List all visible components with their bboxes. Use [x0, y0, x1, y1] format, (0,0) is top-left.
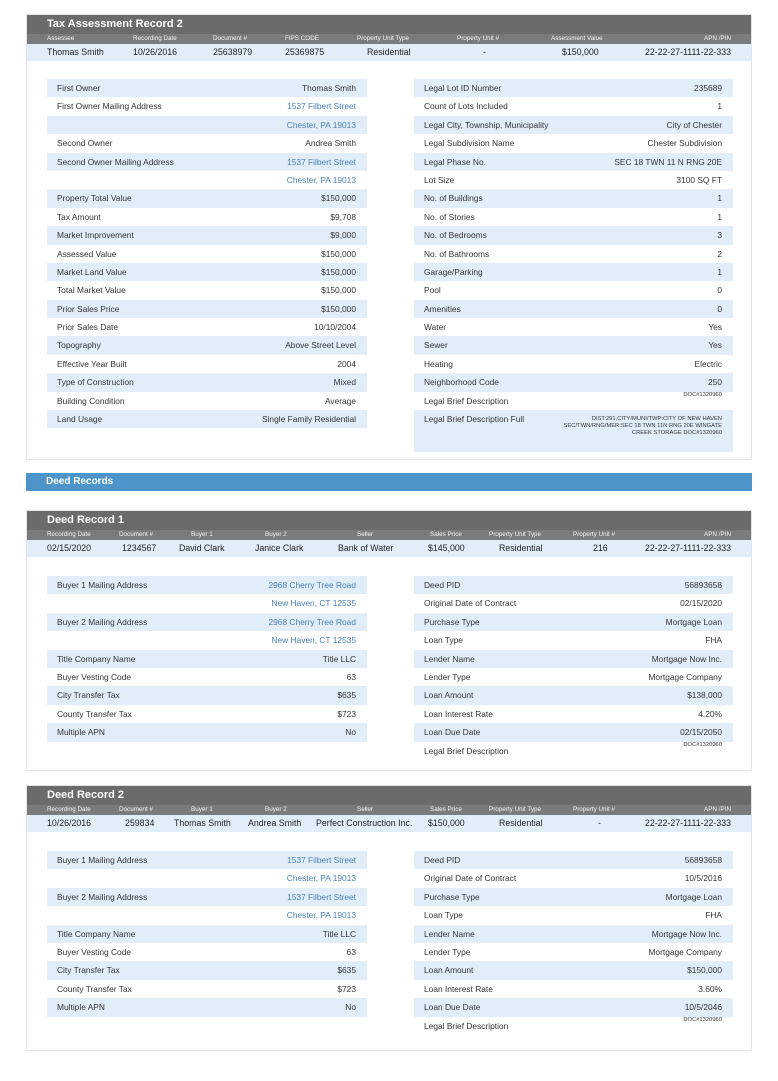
deed-record-1-card — [26, 510, 752, 771]
field-value: $635 — [337, 965, 356, 976]
field-value: 2004 — [337, 358, 356, 369]
field-row-no-of-buildings — [414, 189, 733, 207]
deed1-right-column — [414, 576, 733, 760]
field-value: Mortgage Now Inc. — [651, 928, 722, 939]
field-value: 1 — [717, 193, 722, 204]
field-label: Legal Lot ID Number — [424, 83, 502, 93]
value-unit-type: Residential — [499, 818, 543, 828]
field-row-loan-interest-rate — [414, 980, 733, 998]
field-value: 0 — [717, 285, 722, 296]
field-row-continued — [47, 116, 367, 134]
field-value: 1 — [717, 211, 722, 222]
field-value: Average — [324, 395, 356, 406]
field-label: Amenities — [424, 303, 461, 314]
field-label: Lender Type — [424, 671, 471, 682]
header-unit-type: Property Unit Type — [489, 806, 542, 813]
field-row-type-of-construction — [47, 373, 367, 391]
field-row-buyer-1-mailing-address — [47, 576, 367, 594]
field-value: $723 — [337, 983, 356, 994]
field-row-legal-brief-description — [414, 1017, 733, 1035]
field-label: Building Condition — [57, 395, 125, 406]
field-row-garage-parking — [414, 263, 733, 281]
field-label: Multiple APN — [57, 727, 105, 738]
field-row-property-total-value — [47, 189, 367, 207]
field-row-purchase-type — [414, 613, 733, 631]
field-label: Legal Brief Description — [424, 1020, 509, 1031]
field-label: Deed PID — [424, 855, 461, 865]
field-row-first-owner-mailing-address — [47, 97, 367, 115]
field-row-title-company-name — [47, 650, 367, 668]
field-row-no-of-bathrooms — [414, 245, 733, 263]
value-unit-type: Residential — [367, 47, 411, 57]
value-buyer2: Janice Clark — [255, 543, 304, 553]
field-label: Garage/Parking — [424, 266, 483, 277]
field-label: Pool — [424, 285, 441, 296]
field-row-water — [414, 318, 733, 336]
header-seller: Seller — [357, 531, 374, 538]
field-label: Legal City, Township, Municipality — [424, 119, 549, 130]
field-label: County Transfer Tax — [57, 708, 132, 719]
field-label: Topography — [57, 340, 101, 351]
field-label: County Transfer Tax — [57, 983, 132, 994]
tax-right-column — [414, 79, 733, 452]
field-row-heating — [414, 355, 733, 373]
field-row-legal-brief-description-full — [414, 410, 733, 452]
field-label: Title Company Name — [57, 928, 136, 939]
header-assessment-value: Assessment Value — [551, 35, 603, 42]
field-label: Market Improvement — [57, 230, 134, 241]
field-label: Property Total Value — [57, 193, 132, 204]
field-label: Title Company Name — [57, 653, 136, 664]
field-value: $150,000 — [321, 193, 356, 204]
field-row-second-owner — [47, 134, 367, 152]
field-label: City Transfer Tax — [57, 690, 120, 701]
field-label: No. of Buildings — [424, 193, 483, 204]
field-value: No — [345, 727, 356, 738]
field-value: DOC#1320960 — [683, 391, 722, 398]
field-value: Mortgage Company — [648, 946, 722, 957]
tax-value-row — [27, 44, 751, 61]
field-row-total-market-value — [47, 281, 367, 299]
field-label: First Owner Mailing Address — [57, 101, 162, 112]
field-value: FHA — [705, 910, 722, 921]
field-label: Sewer — [424, 340, 448, 351]
field-row-continued — [47, 869, 367, 887]
address-link[interactable]: New Haven, CT 12535 — [271, 598, 356, 609]
field-row-amenities — [414, 300, 733, 318]
field-value: Single Family Residential — [261, 414, 356, 425]
field-row-loan-due-date — [414, 998, 733, 1016]
header-document: Document # — [213, 35, 247, 42]
value-sales-price: $150,000 — [428, 818, 465, 828]
field-row-continued — [47, 906, 367, 924]
field-row-title-company-name — [47, 925, 367, 943]
field-label: Legal Brief Description — [424, 395, 509, 406]
field-label: Buyer Vesting Code — [57, 946, 132, 957]
field-value: $150,000 — [687, 965, 722, 976]
address-link[interactable]: 1537 Filbert Street — [287, 101, 356, 112]
value-seller: Perfect Construction Inc. — [316, 818, 413, 828]
field-label: Market Land Value — [57, 266, 127, 277]
field-label: Purchase Type — [424, 616, 480, 627]
field-row-loan-interest-rate — [414, 705, 733, 723]
field-row-legal-city-township-municipality — [414, 116, 733, 134]
field-value: 63 — [346, 946, 356, 957]
field-value: $150,000 — [321, 248, 356, 259]
address-link[interactable]: Chester, PA 19013 — [286, 910, 356, 921]
header-recording-date: Recording Date — [47, 806, 91, 813]
field-row-loan-amount — [414, 686, 733, 704]
field-row-lot-size — [414, 171, 733, 189]
field-value: City of Chester — [666, 119, 722, 130]
field-row-topography — [47, 336, 367, 354]
field-value: $635 — [337, 690, 356, 701]
field-value: 1 — [717, 101, 722, 112]
field-label: Multiple APN — [57, 1002, 105, 1013]
field-label: Land Usage — [57, 414, 103, 425]
address-link[interactable]: 1537 Filbert Street — [287, 891, 356, 902]
field-value: DOC#1320960 — [683, 1016, 722, 1023]
header-assessee: Assessee — [47, 35, 75, 42]
value-apn: 22-22-27-1111-22-333 — [644, 818, 731, 828]
value-recording-date: 10/26/2016 — [133, 47, 178, 57]
field-row-multiple-apn — [47, 998, 367, 1016]
field-value: $150,000 — [321, 285, 356, 296]
address-link[interactable]: 1537 Filbert Street — [287, 855, 356, 865]
field-row-original-date-of-contract — [414, 594, 733, 612]
field-value: Thomas Smith — [302, 83, 356, 93]
field-label: Loan Amount — [424, 965, 474, 976]
value-sales-price: $145,000 — [428, 543, 465, 553]
field-label: Heating — [424, 358, 453, 369]
field-value: Mortgage Company — [648, 671, 722, 682]
header-buyer1: Buyer 1 — [191, 531, 213, 538]
value-recording-date: 02/15/2020 — [47, 543, 92, 553]
header-sales-price: Sales Price — [430, 531, 462, 538]
field-value: 1 — [717, 266, 722, 277]
field-row-sewer — [414, 336, 733, 354]
header-unit-no: Property Unit # — [573, 806, 615, 813]
header-apn: APN /PIN — [704, 531, 731, 538]
field-label: Loan Due Date — [424, 727, 481, 738]
header-recording-date: Recording Date — [133, 35, 177, 42]
field-label: Second Owner Mailing Address — [57, 156, 174, 167]
field-row-deed-pid — [414, 851, 733, 869]
field-label: Original Date of Contract — [424, 598, 517, 609]
field-label: Loan Interest Rate — [424, 708, 493, 719]
address-link[interactable]: 2968 Cherry Tree Road — [268, 616, 356, 627]
field-label: Water — [424, 322, 447, 333]
field-value: No — [345, 1002, 356, 1013]
field-row-buyer-vesting-code — [47, 668, 367, 686]
field-row-continued — [47, 631, 367, 649]
field-row-loan-amount — [414, 961, 733, 979]
field-row-no-of-bedrooms — [414, 226, 733, 244]
field-label: Purchase Type — [424, 891, 480, 902]
field-value: Yes — [708, 340, 722, 351]
field-label: Buyer 1 Mailing Address — [57, 855, 148, 865]
field-label: Legal Phase No. — [424, 156, 486, 167]
deed1-left-column — [47, 576, 367, 742]
deed-record-2-title: Deed Record 2 — [27, 786, 751, 805]
field-value: Mortgage Now Inc. — [651, 653, 722, 664]
field-label: Loan Due Date — [424, 1002, 481, 1013]
header-apn: APN /PIN — [704, 806, 731, 813]
header-document: Document # — [119, 531, 153, 538]
header-recording-date: Recording Date — [47, 531, 91, 538]
field-label: Prior Sales Date — [57, 322, 118, 333]
field-row-market-improvement — [47, 226, 367, 244]
tax-assessment-title: Tax Assessment Record 2 — [27, 15, 751, 34]
field-row-lender-name — [414, 650, 733, 668]
field-label: First Owner — [57, 83, 101, 93]
field-row-first-owner — [47, 79, 367, 97]
field-label: Lot Size — [424, 174, 455, 185]
field-label: Buyer 2 Mailing Address — [57, 616, 148, 627]
header-unit-no: Property Unit # — [573, 531, 615, 538]
field-row-original-date-of-contract — [414, 869, 733, 887]
field-value: 02/15/2020 — [680, 598, 722, 609]
field-row-city-transfer-tax — [47, 961, 367, 979]
header-fips: FIPS CODE — [285, 35, 319, 42]
field-value: 56893658 — [684, 580, 722, 590]
field-row-assessed-value — [47, 245, 367, 263]
field-row-legal-subdivision-name — [414, 134, 733, 152]
field-row-buyer-vesting-code — [47, 943, 367, 961]
value-seller: Bank of Water — [338, 543, 394, 553]
field-value: Mixed — [333, 377, 356, 388]
header-seller: Seller — [357, 806, 374, 813]
field-row-legal-lot-id-number — [414, 79, 733, 97]
field-value: Mortgage Loan — [665, 891, 722, 902]
deed1-header-row — [27, 530, 751, 540]
field-label: No. of Stories — [424, 211, 475, 222]
deed2-value-row — [27, 815, 751, 832]
field-row-buyer-1-mailing-address — [47, 851, 367, 869]
field-row-buyer-2-mailing-address — [47, 888, 367, 906]
value-unit-no: 216 — [593, 543, 608, 553]
field-value: 235689 — [694, 83, 722, 93]
field-row-county-transfer-tax — [47, 980, 367, 998]
field-label: Neighborhood Code — [424, 377, 499, 388]
field-label: Original Date of Contract — [424, 873, 517, 884]
field-label: Loan Type — [424, 910, 463, 921]
field-value: Mortgage Loan — [665, 616, 722, 627]
deed2-header-row — [27, 805, 751, 815]
value-document: 25638979 — [213, 47, 253, 57]
field-value: DOC#1320960 — [683, 741, 722, 748]
field-value: 2 — [717, 248, 722, 259]
field-value: $9,708 — [330, 211, 356, 222]
value-buyer1: Thomas Smith — [174, 818, 231, 828]
field-row-loan-type — [414, 631, 733, 649]
field-row-legal-brief-description — [414, 742, 733, 760]
field-row-neighborhood-code — [414, 373, 733, 391]
value-assessee: Thomas Smith — [47, 47, 104, 57]
header-buyer2: Buyer 2 — [265, 806, 287, 813]
field-label: No. of Bedrooms — [424, 230, 487, 241]
field-label: City Transfer Tax — [57, 965, 120, 976]
field-row-no-of-stories — [414, 208, 733, 226]
field-label: Loan Type — [424, 635, 463, 646]
field-label: Legal Brief Description — [424, 745, 509, 756]
field-label: Loan Interest Rate — [424, 983, 493, 994]
field-label: Tax Amount — [57, 211, 101, 222]
deed-record-1-title: Deed Record 1 — [27, 511, 751, 530]
field-row-county-transfer-tax — [47, 705, 367, 723]
field-row-prior-sales-date — [47, 318, 367, 336]
header-buyer2: Buyer 2 — [265, 531, 287, 538]
field-value: $723 — [337, 708, 356, 719]
value-buyer2: Andrea Smith — [248, 818, 302, 828]
field-row-legal-phase-no — [414, 153, 733, 171]
field-value: DIST:291,CITY/MUNI/TWP:CITY OF NEW HAVEN SEC/TWN/RNG/MER:SEC 18 TWN 11N RNG 20E WINGATE CREEK STORAGE DOC#1320960 — [563, 416, 722, 437]
field-row-continued — [47, 171, 367, 189]
field-label: Assessed Value — [57, 248, 117, 259]
field-value: 63 — [346, 671, 356, 682]
field-row-prior-sales-price — [47, 300, 367, 318]
header-buyer1: Buyer 1 — [191, 806, 213, 813]
value-recording-date: 10/26/2016 — [47, 818, 92, 828]
header-sales-price: Sales Price — [430, 806, 462, 813]
field-value: Andrea Smith — [305, 138, 356, 149]
field-value: 250 — [708, 377, 722, 388]
field-value: 10/5/2046 — [684, 1002, 722, 1013]
field-label: Total Market Value — [57, 285, 126, 296]
field-row-tax-amount — [47, 208, 367, 226]
field-row-purchase-type — [414, 888, 733, 906]
field-label: Deed PID — [424, 580, 461, 590]
field-row-buyer-2-mailing-address — [47, 613, 367, 631]
address-link[interactable]: Chester, PA 19013 — [286, 873, 356, 884]
field-value: $138,000 — [687, 690, 722, 701]
field-label: Effective Year Built — [57, 358, 127, 369]
field-label: Lender Name — [424, 928, 475, 939]
value-document: 259834 — [125, 818, 155, 828]
field-label: No. of Bathrooms — [424, 248, 490, 259]
field-value: 4.20% — [698, 708, 722, 719]
deed1-value-row — [27, 540, 751, 557]
field-value: 3.60% — [698, 983, 722, 994]
value-fips: 25369875 — [285, 47, 325, 57]
deed-record-2-card — [26, 785, 752, 1051]
field-value: 56893658 — [684, 855, 722, 865]
header-unit-no: Property Unit # — [457, 35, 499, 42]
field-row-loan-due-date — [414, 723, 733, 741]
header-unit-type: Property Unit Type — [357, 35, 410, 42]
field-label: Type of Construction — [57, 377, 134, 388]
field-row-market-land-value — [47, 263, 367, 281]
field-value: 3100 SQ FT — [676, 174, 722, 185]
address-link[interactable]: 1537 Filbert Street — [287, 156, 356, 167]
tax-assessment-card — [26, 14, 752, 460]
field-label: Second Owner — [57, 138, 113, 149]
value-unit-no: - — [598, 818, 601, 828]
field-row-lender-name — [414, 925, 733, 943]
field-value: FHA — [705, 635, 722, 646]
field-value: Above Street Level — [285, 340, 356, 351]
field-row-second-owner-mailing-address — [47, 153, 367, 171]
deed2-right-column — [414, 851, 733, 1035]
field-value: Electric — [694, 358, 722, 369]
field-row-land-usage — [47, 410, 367, 428]
field-label: Legal Brief Description Full — [424, 414, 525, 425]
field-label: Buyer 1 Mailing Address — [57, 580, 148, 590]
field-label: Buyer 2 Mailing Address — [57, 891, 148, 902]
value-buyer1: David Clark — [179, 543, 225, 553]
deed-records-banner: Deed Records — [26, 473, 752, 491]
field-value: 0 — [717, 303, 722, 314]
address-link[interactable]: New Haven, CT 12535 — [271, 635, 356, 646]
value-unit-no: - — [483, 47, 486, 57]
header-unit-type: Property Unit Type — [489, 531, 542, 538]
tax-header-row — [27, 34, 751, 44]
header-apn: APN /PIN — [704, 35, 731, 42]
field-row-continued — [47, 594, 367, 612]
value-apn: 22-22-27-1111-22-333 — [644, 47, 731, 57]
field-value: $150,000 — [321, 303, 356, 314]
field-label: Legal Subdivision Name — [424, 138, 515, 149]
field-label: Lender Type — [424, 946, 471, 957]
field-row-legal-brief-description — [414, 392, 733, 410]
field-value: 10/10/2004 — [314, 322, 356, 333]
field-row-deed-pid — [414, 576, 733, 594]
deed2-left-column — [47, 851, 367, 1017]
field-value: $150,000 — [321, 266, 356, 277]
value-document: 1234567 — [122, 543, 157, 553]
field-value: Yes — [708, 322, 722, 333]
field-label: Buyer Vesting Code — [57, 671, 132, 682]
value-apn: 22-22-27-1111-22-333 — [644, 543, 731, 553]
field-row-lender-type — [414, 943, 733, 961]
field-label: Loan Amount — [424, 690, 474, 701]
field-value: Title LLC — [322, 653, 356, 664]
field-row-city-transfer-tax — [47, 686, 367, 704]
field-row-count-of-lots-included — [414, 97, 733, 115]
field-row-effective-year-built — [47, 355, 367, 373]
field-value: 02/15/2050 — [680, 727, 722, 738]
field-label: Count of Lots Included — [424, 101, 508, 112]
field-label: Prior Sales Price — [57, 303, 120, 314]
field-row-building-condition — [47, 392, 367, 410]
address-link[interactable]: Chester, PA 19013 — [286, 119, 356, 130]
field-row-pool — [414, 281, 733, 299]
header-document: Document # — [119, 806, 153, 813]
tax-left-column — [47, 79, 367, 428]
value-assessment-value: $150,000 — [562, 47, 599, 57]
field-row-multiple-apn — [47, 723, 367, 741]
field-row-lender-type — [414, 668, 733, 686]
address-link[interactable]: Chester, PA 19013 — [286, 174, 356, 185]
address-link[interactable]: 2968 Cherry Tree Road — [268, 580, 356, 590]
field-value: Title LLC — [322, 928, 356, 939]
field-label: Lender Name — [424, 653, 475, 664]
field-value: SEC 18 TWN 11 N RNG 20E — [614, 156, 722, 167]
field-value: 10/5/2016 — [684, 873, 722, 884]
field-value: Chester Subdivision — [647, 138, 722, 149]
field-value: 3 — [717, 230, 722, 241]
field-row-loan-type — [414, 906, 733, 924]
value-unit-type: Residential — [499, 543, 543, 553]
field-value: $9,000 — [330, 230, 356, 241]
